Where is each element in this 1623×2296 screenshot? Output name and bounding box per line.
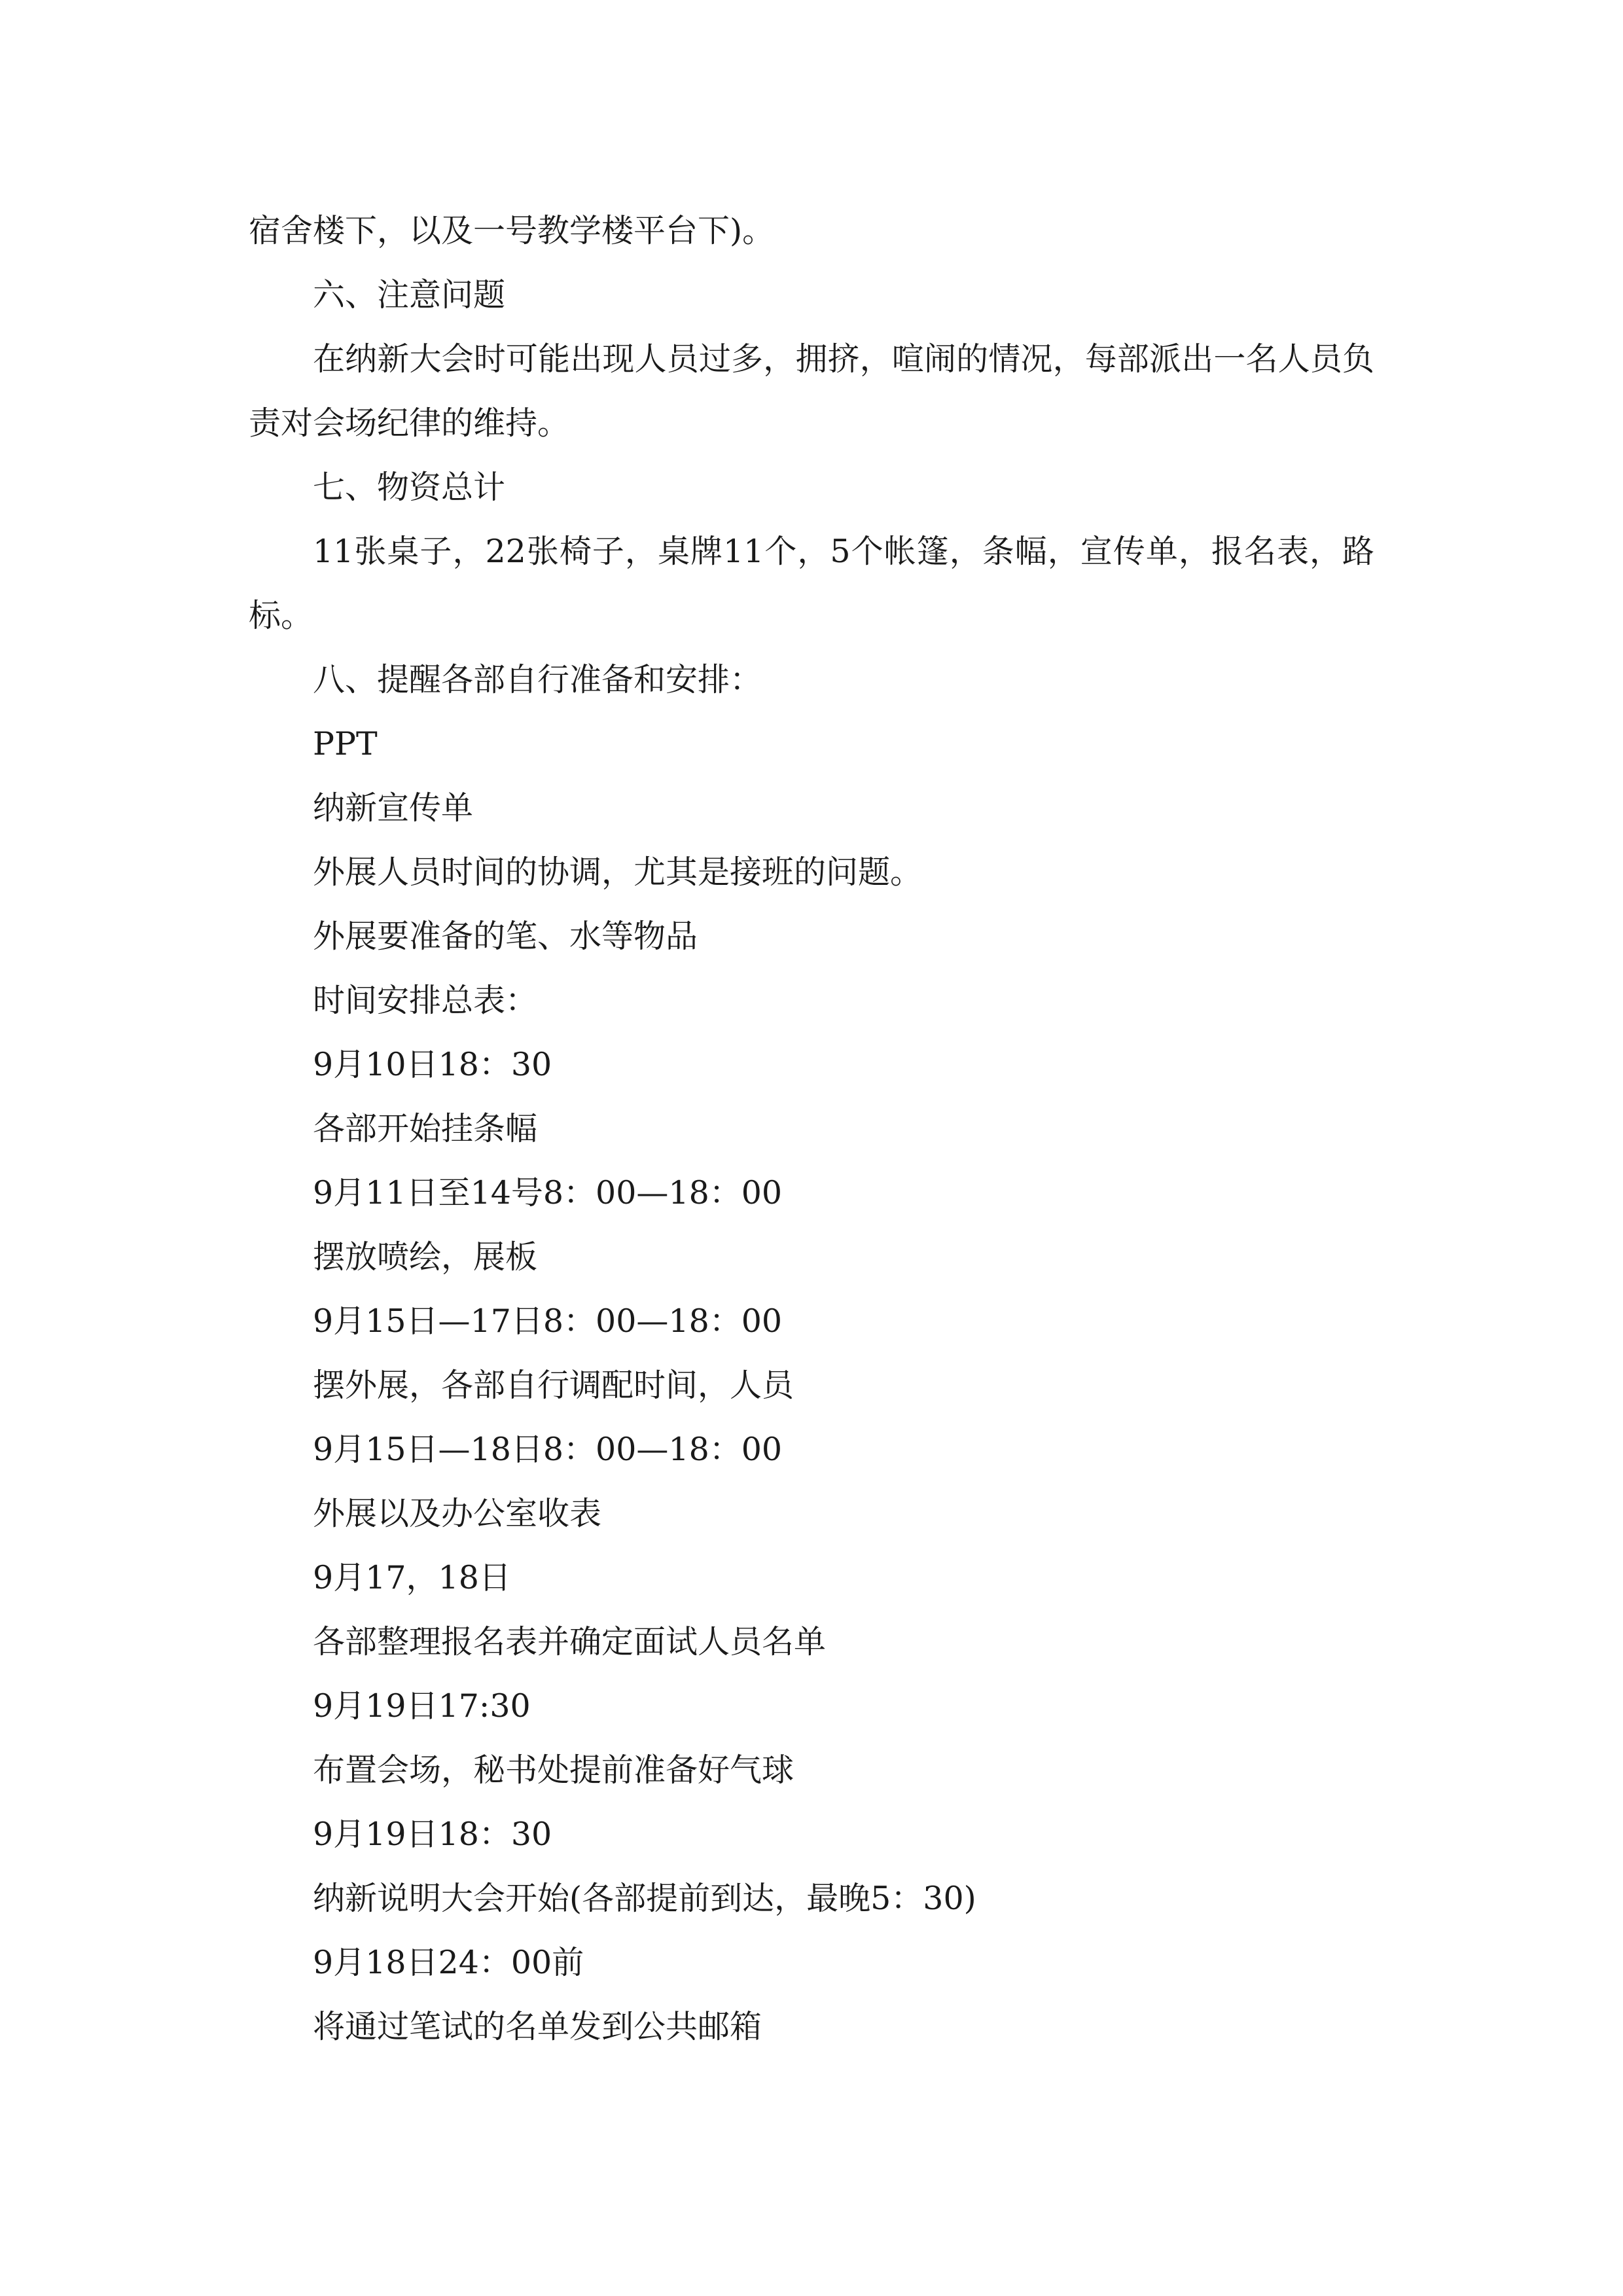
schedule-time: 9月15日—18日8：00—18：00 <box>313 1431 783 1468</box>
section-heading: 七、物资总计 <box>313 469 506 506</box>
list-item: PPT <box>313 725 378 762</box>
list-item: 外展人员时间的协调，尤其是接班的问题。 <box>313 853 923 891</box>
schedule-time: 9月18日24：00前 <box>313 1944 584 1981</box>
schedule-task: 纳新说明大会开始(各部提前到达，最晚5：30) <box>313 1880 976 1917</box>
section-heading: 八、提醒各部自行准备和安排： <box>313 661 762 698</box>
schedule-task: 各部开始挂条幅 <box>313 1110 538 1147</box>
schedule-time: 9月19日17:30 <box>313 1687 531 1725</box>
paragraph: 宿舍楼下，以及一号教学楼平台下)。 <box>249 212 775 249</box>
schedule-time: 9月19日18：30 <box>313 1816 552 1853</box>
document-body <box>249 199 1374 2059</box>
schedule-task: 各部整理报名表并确定面试人员名单 <box>313 1623 827 1660</box>
schedule-task: 将通过笔试的名单发到公共邮箱 <box>313 2008 762 2045</box>
section-heading: 六、注意问题 <box>313 276 506 314</box>
schedule-time: 9月15日—17日8：00—18：00 <box>313 1302 783 1340</box>
list-item: 纳新宣传单 <box>313 789 474 827</box>
schedule-task: 摆放喷绘，展板 <box>313 1238 538 1276</box>
schedule-task: 布置会场，秘书处提前准备好气球 <box>313 1751 794 1789</box>
schedule-time: 9月10日18：30 <box>313 1046 552 1083</box>
schedule-time: 9月11日至14号8：00—18：00 <box>313 1174 783 1211</box>
schedule-heading: 时间安排总表： <box>313 982 538 1019</box>
schedule-time: 9月17，18日 <box>313 1559 511 1596</box>
schedule-task: 摆外展，各部自行调配时间，人员 <box>313 1367 794 1404</box>
paragraph: 11张桌子，22张椅子，桌牌11个，5个帐篷，条幅，宣传单，报名表，路标。 <box>249 533 1374 634</box>
paragraph: 在纳新大会时可能出现人员过多，拥挤，喧闹的情况，每部派出一名人员负责对会场纪律的维持。 <box>249 340 1374 442</box>
schedule-task: 外展以及办公室收表 <box>313 1495 602 1532</box>
list-item: 外展要准备的笔、水等物品 <box>313 918 698 955</box>
